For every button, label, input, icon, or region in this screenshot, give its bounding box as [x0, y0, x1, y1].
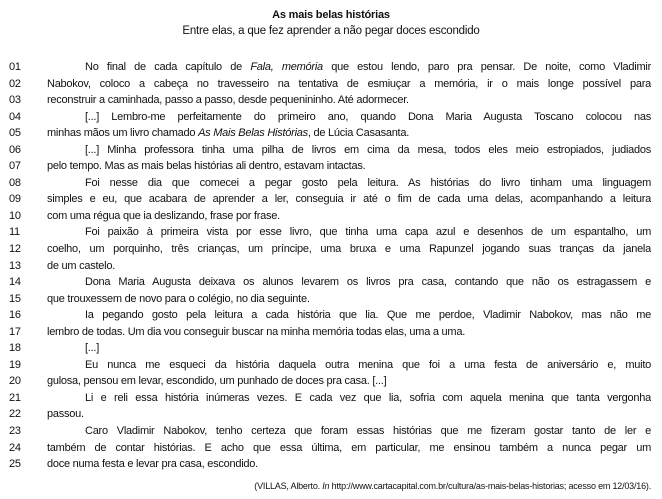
line-text: que trouxessem de novo para o colégio, no dia seguinte.: [47, 292, 310, 305]
text-line: [0, 241, 662, 258]
document-title: As mais belas histórias: [272, 9, 390, 21]
line-text: gulosa, pensou em levar, escondido, um punhado de doces pra casa. [...]: [47, 375, 387, 388]
line-text: [...] Lembro-me perfeitamente do primeiro ano, quando Dona Maria Augusta Toscano colocou nas: [85, 110, 651, 123]
line-text-part: minhas mãos um livro chamado: [47, 127, 199, 140]
line-number: 14: [9, 276, 21, 289]
line-text: Foi nesse dia que comecei a pegar gosto pela leitura. As histórias do livro tinham uma linguagem: [85, 176, 651, 189]
line-number: 08: [9, 176, 21, 189]
line-number: 15: [9, 292, 21, 305]
text-line: [0, 324, 662, 341]
line-number: 20: [9, 375, 21, 388]
line-number: 13: [9, 259, 21, 272]
citation-in: In: [322, 481, 330, 491]
text-line: [0, 142, 662, 159]
text-line: [0, 274, 662, 291]
line-text: coelho, um porquinho, três crianças, um príncipe, uma bruxa e uma Rapunzel jogando suas tranças da janela: [47, 243, 651, 256]
text-line: [0, 258, 662, 275]
text-line: [0, 373, 662, 390]
line-number: 02: [9, 77, 21, 90]
text-line: [0, 59, 662, 76]
line-text: Foi paixão à primeira vista por esse livro, que tinha uma capa azul e desenhos de um espantalho, um: [85, 226, 651, 239]
text-line: [0, 158, 662, 175]
text-line: [0, 406, 662, 423]
line-text-part: que estou lendo, paro pra pensar. De noite, como Vladimir: [322, 61, 651, 73]
line-number: 22: [9, 408, 21, 421]
text-line: [0, 340, 662, 357]
line-number: 04: [9, 110, 21, 123]
line-text: também de contar histórias. E acho que essa última, em particular, me ensinou também a nunca pegar um: [47, 441, 651, 454]
line-number: 06: [9, 143, 21, 156]
line-text: [...]: [85, 342, 100, 355]
text-line: [0, 224, 662, 241]
line-text: doce numa festa e levar pra casa, escondido.: [47, 458, 258, 471]
text-line: [0, 357, 662, 374]
line-text: [...] Minha professora tinha uma pilha de livros em cima da mesa, todos eles meio estropiados, judiados: [85, 143, 651, 156]
line-text: Li e reli essa história inúmeras vezes. E cada vez que lia, sofria com aquela menina que tanta vergonha: [85, 391, 651, 404]
line-number: 11: [9, 226, 20, 239]
line-number: 19: [9, 358, 21, 371]
citation-author: (VILLAS, Alberto.: [254, 481, 323, 491]
line-number: 12: [9, 243, 21, 256]
line-text: lembro de todas. Um dia vou conseguir buscar na minha memória todas elas, uma a uma.: [47, 325, 465, 338]
text-line: [0, 440, 662, 457]
line-text: reconstruir a caminhada, passo a passo, desde pequenininho. Até adormecer.: [47, 94, 409, 107]
line-number: 03: [9, 94, 21, 107]
numbered-text-body: [0, 59, 662, 473]
text-line: [0, 291, 662, 308]
line-text-part: No final de cada capítulo de: [85, 61, 251, 73]
line-number: 24: [9, 441, 21, 454]
line-number: 17: [9, 325, 21, 338]
line-number: 09: [9, 193, 21, 206]
line-text: simples e eu, que acabara de aprender a ler, conseguia ir até o fim de cada uma delas, acompanhando a leitura: [47, 193, 651, 206]
text-line: [0, 423, 662, 440]
line-number: 25: [9, 458, 21, 471]
line-number: 05: [9, 127, 21, 140]
line-text: Caro Vladimir Nabokov, tenho certeza que foram essas histórias que me fizeram gostar tanto de ler e: [85, 425, 651, 438]
line-text: com uma régua que ia deslizando, frase por frase.: [47, 209, 280, 222]
line-number: 18: [9, 342, 21, 355]
text-line: [0, 191, 662, 208]
line-text: passou.: [47, 408, 84, 421]
text-line: [0, 76, 662, 93]
citation-url: http://www.cartacapital.com.br/cultura/as-mais-belas-historias; acesso em 12/03/16).: [329, 481, 651, 491]
text-line: [0, 125, 662, 142]
line-number: 10: [9, 209, 21, 222]
line-text: Ia pegando gosto pela leitura a cada história que lia. Que me perdoe, Vladimir Nabokov, mas não me: [85, 309, 651, 322]
line-text: de um castelo.: [47, 259, 116, 272]
text-line: [0, 208, 662, 225]
line-number: 21: [9, 391, 21, 404]
line-text-part: , de Lúcia Casasanta.: [307, 127, 410, 140]
text-line: [0, 307, 662, 324]
line-text: [85, 59, 651, 76]
text-line: [0, 175, 662, 192]
document-subtitle: Entre elas, a que fez aprender a não pegar doces escondido: [182, 25, 480, 37]
line-text: Dona Maria Augusta deixava os alunos levarem os livros pra casa, contando que não os estragassem e: [85, 276, 651, 289]
text-line: [0, 92, 662, 109]
line-text: Eu nunca me esqueci da história daquela outra menina que foi a uma festa de aniversário e, muito: [85, 358, 651, 371]
line-text: pelo tempo. Mas as mais belas histórias ali dentro, estavam intactas.: [47, 160, 366, 173]
line-text: [47, 125, 651, 142]
source-citation: [254, 480, 651, 492]
text-line: [0, 456, 662, 473]
book-title-italic: As Mais Belas Histórias: [198, 127, 308, 140]
text-line: [0, 390, 662, 407]
line-number: 07: [9, 160, 21, 173]
text-line: [0, 109, 662, 126]
book-title-italic: Fala, memória: [250, 61, 323, 73]
line-number: 01: [9, 61, 21, 73]
line-number: 23: [9, 425, 21, 438]
line-number: 16: [9, 309, 21, 322]
line-text: Nabokov, coloco a cabeça no travesseiro na tentativa de esmiuçar a memória, ir o mais longe possível para: [47, 77, 651, 90]
